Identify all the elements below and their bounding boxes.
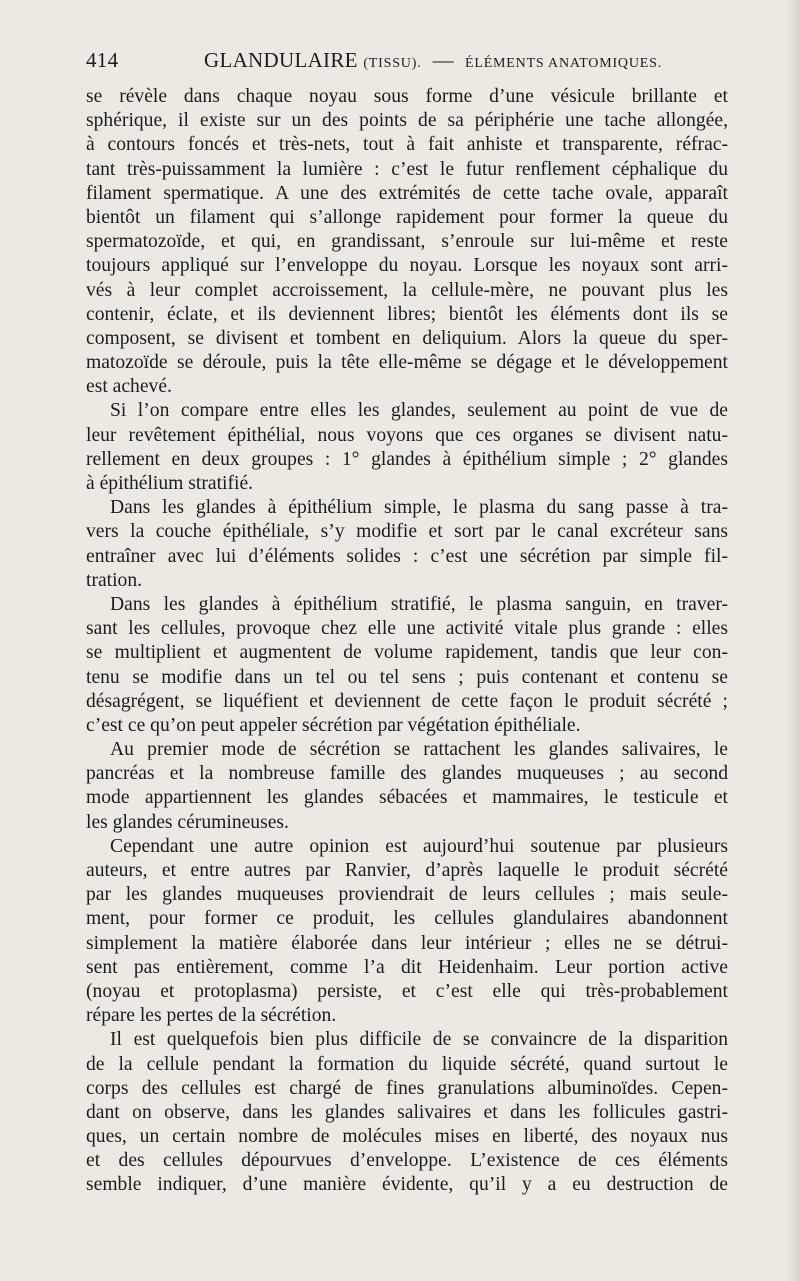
text-line: à contours foncés et très-nets, tout à fait anhiste et transparente, réfrac- [86, 134, 728, 156]
text-line: filament spermatique. A une des extrémités de cette tache ovale, apparaît [86, 182, 728, 204]
text-line: mode appartiennent les glandes sébacées et mammaires, le testicule et [86, 787, 728, 809]
text-line: entraîner avec lui d’éléments solides : c’est une sécrétion par simple fil- [86, 545, 728, 567]
text-line: matozoïde se déroule, puis la tête elle-même se dégage et le développement [86, 352, 728, 374]
text-line: vers la couche épithéliale, s’y modifie et sort par le canal excréteur sans [86, 521, 728, 543]
text-line: contenir, éclate, et ils deviennent libres; bientôt les éléments dont ils se [86, 303, 728, 325]
text-line: est achevé. [86, 376, 172, 398]
text-line: se révèle dans chaque noyau sous forme d’une vésicule brillante et [86, 86, 728, 107]
text-line: leur revêtement épithélial, nous voyons que ces organes se divisent natu- [86, 424, 728, 446]
text-line: tenu se modifie dans un tel ou tel sens ; puis contenant et contenu se [86, 666, 728, 688]
text-line: sent pas entièrement, comme l’a dit Heidenhaim. Leur portion active [86, 956, 728, 978]
text-line: ques, un certain nombre de molécules mises en liberté, des noyaux nus [86, 1126, 728, 1148]
text-line: Cependant une autre opinion est aujourd’hui soutenue par plusieurs [110, 835, 728, 857]
text-line: de la cellule pendant la formation du liquide sécrété, quand surtout le [86, 1053, 728, 1075]
text-line: composent, se divisent et tombent en deliquium. Alors la queue du sper- [86, 327, 728, 349]
running-title [204, 48, 662, 73]
body-text [86, 85, 728, 1198]
text-line: auteurs, et entre autres par Ranvier, d’après laquelle le produit sécrété [86, 860, 728, 881]
text-line: les glandes cérumineuses. [86, 811, 289, 833]
text-line: rellement en deux groupes : 1° glandes à épithélium simple ; 2° glandes [86, 448, 728, 470]
text-line: spermatozoïde, et qui, en grandissant, s’enroule sur lui-même et reste [86, 231, 728, 253]
text-line: bientôt un filament qui s’allonge rapidement pour former la queue du [86, 206, 728, 228]
text-line: Il est quelquefois bien plus difficile de se convaincre de la disparition [110, 1029, 728, 1051]
text-line: vés à leur complet accroissement, la cellule-mère, ne pouvant plus les [86, 279, 728, 301]
text-line: toujours appliqué sur l’enveloppe du noyau. Lorsque les noyaux sont arri- [86, 255, 728, 277]
text-line: ment, pour former ce produit, les cellules glandulaires abandonnent [86, 908, 728, 930]
section-title: ÉLÉMENTS ANATOMIQUES. [465, 56, 662, 71]
title-paren: (TISSU). [363, 56, 422, 71]
title-dash: — [432, 48, 454, 72]
text-line: désagrégent, se liquéfient et deviennent de cette façon le produit sécrété ; [86, 690, 728, 712]
title-main: GLANDULAIRE [204, 48, 358, 72]
text-line: Si l’on compare entre elles les glandes, seulement au point de vue de [110, 400, 728, 422]
text-line: tration. [86, 569, 143, 591]
text-line: (noyau et protoplasma) persiste, et c’est elle qui très-probablement [86, 980, 728, 1002]
running-header [86, 44, 728, 74]
text-line: pancréas et la nombreuse famille des glandes muqueuses ; au second [86, 763, 728, 785]
text-line: à épithélium stratifié. [86, 473, 254, 494]
text-line: dant on observe, dans les glandes salivaires et dans les follicules gastri- [86, 1101, 728, 1123]
text-line: répare les pertes de la sécrétion. [86, 1005, 337, 1027]
text-line: semble indiquer, d’une manière évidente, qu’il y a eu destruction de [86, 1174, 728, 1196]
page-number: 414 [86, 48, 119, 72]
text-line: et des cellules dépourvues d’enveloppe. L’existence de ces éléments [86, 1150, 728, 1172]
page-edge-shadow [786, 0, 800, 1281]
text-line: se multiplient et augmentent de volume rapidement, tandis que leur con- [86, 642, 728, 664]
text-line: corps des cellules est chargé de fines granulations albuminoïdes. Cepen- [86, 1077, 728, 1099]
text-line: sant les cellules, provoque chez elle une activité vitale plus grande : elles [86, 618, 728, 640]
text-line: tant très-puissamment la lumière : c’est le futur renflement céphalique du [86, 158, 728, 180]
text-line: Dans les glandes à épithélium stratifié, le plasma sanguin, en traver- [110, 593, 728, 615]
text-line: c’est ce qu’on peut appeler sécrétion par végétation épithéliale. [86, 714, 581, 736]
text-line: Dans les glandes à épithélium simple, le plasma du sang passe à tra- [110, 497, 728, 519]
text-line: simplement la matière élaborée dans leur intérieur ; elles ne se détrui- [86, 932, 728, 954]
text-line: sphérique, il existe sur un des points de sa périphérie une tache allongée, [86, 110, 728, 132]
text-line: Au premier mode de sécrétion se rattachent les glandes salivaires, le [110, 739, 728, 761]
text-line: par les glandes muqueuses proviendrait de leurs cellules ; mais seule- [86, 884, 728, 906]
